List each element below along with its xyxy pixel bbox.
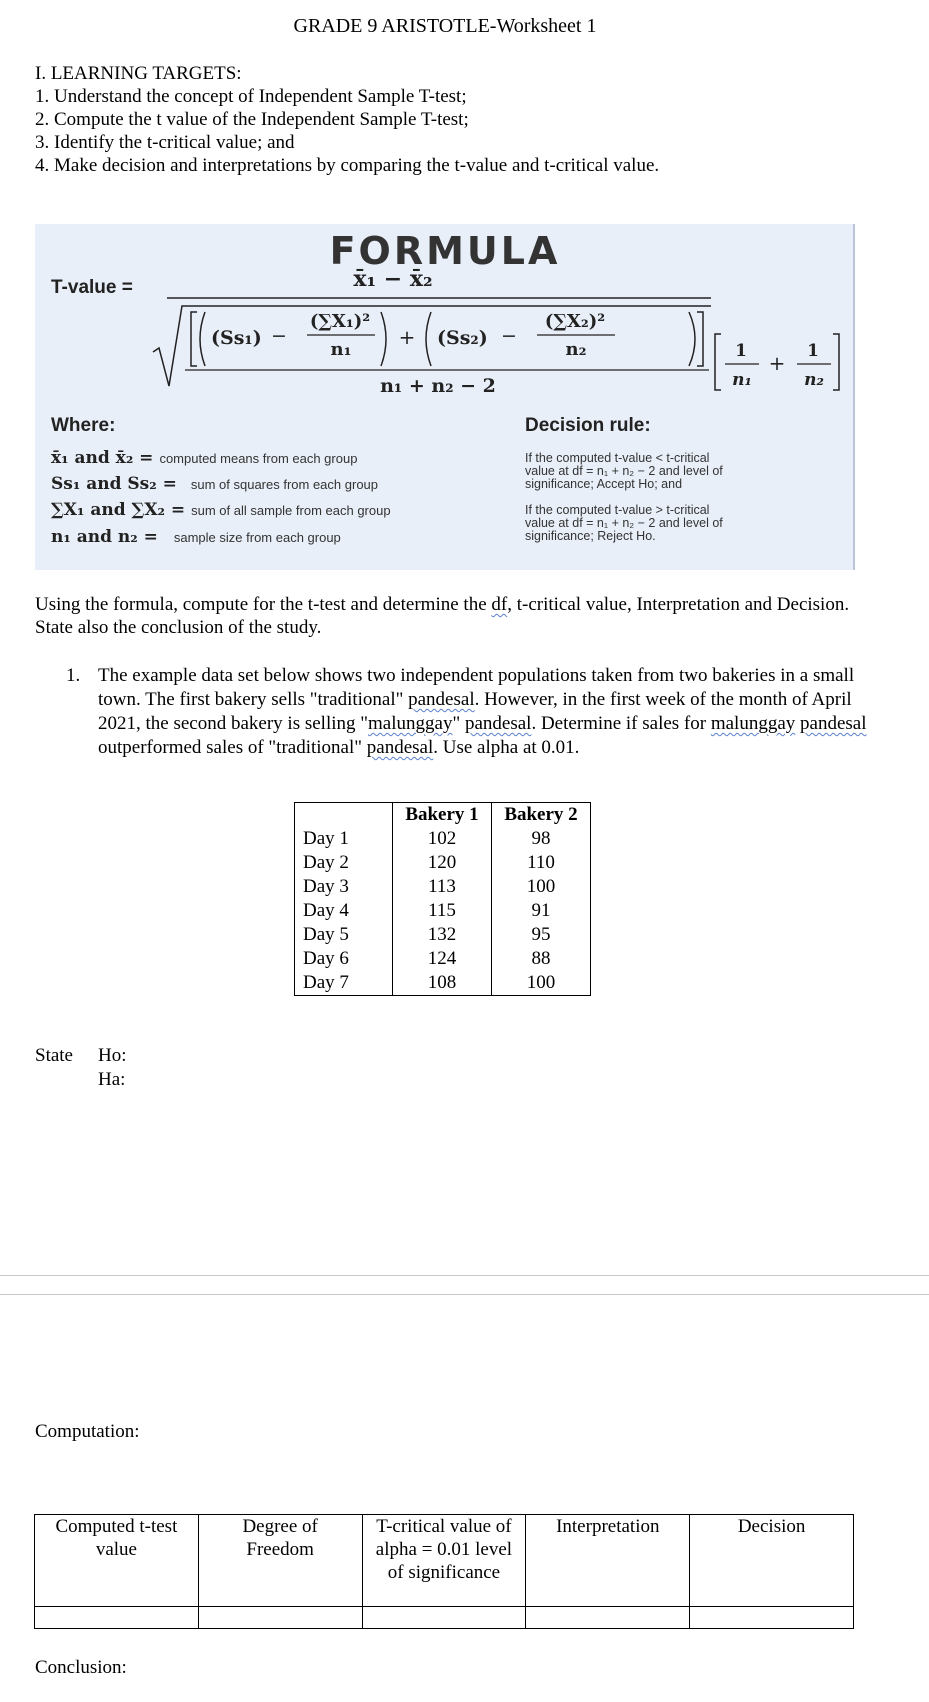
problem-fragment: . Determine if sales for (531, 713, 711, 734)
bakery1-cell: 124 (393, 947, 492, 971)
learning-targets-heading: I. LEARNING TARGETS: (35, 63, 242, 84)
table-row (295, 875, 591, 899)
definition-symbol: ∑X₁ and ∑X₂ = (51, 500, 186, 520)
bakery1-cell: 132 (393, 923, 492, 947)
one-numerator: 1 (807, 341, 819, 361)
day-cell: Day 5 (295, 923, 393, 947)
spellcheck-word: df (491, 594, 508, 615)
minus-sign: − (501, 325, 517, 347)
answer-cell[interactable] (690, 1607, 854, 1629)
problem-fragment: " (452, 713, 465, 734)
paren-right-2 (689, 312, 695, 366)
n2-denominator: n₂ (565, 339, 587, 360)
rule-line: value at df = n₁ + n₂ − 2 and level of (525, 464, 723, 478)
bracket-right-2 (833, 334, 839, 390)
t-value-label: T-value = (51, 277, 133, 298)
n1-italic: n₁ (732, 370, 752, 390)
day-cell: Day 2 (295, 851, 393, 875)
table-row (295, 827, 591, 851)
spellcheck-word: malunggay (368, 713, 453, 734)
bakery2-cell: 98 (492, 827, 591, 851)
bakery2-cell: 91 (492, 899, 591, 923)
paren-left-2 (426, 312, 431, 366)
definition-row (51, 500, 391, 521)
problem-text (98, 664, 878, 760)
target-item: 1. Understand the concept of Independent Sample T-test; (35, 86, 467, 107)
learning-targets (35, 62, 659, 177)
target-item: 4. Make decision and interpretations by comparing the t-value and t-critical value. (35, 155, 660, 176)
rule-line: significance; Reject Ho. (525, 529, 656, 543)
instructions-paragraph (35, 593, 885, 639)
rule-line: value at df = n₁ + n₂ − 2 and level of (525, 516, 723, 530)
bakery1-cell: 115 (393, 899, 492, 923)
paren-right-1 (381, 312, 386, 366)
plus-sign: + (768, 351, 786, 375)
bakery2-cell: 95 (492, 923, 591, 947)
answer-cell[interactable] (526, 1607, 690, 1629)
rule-line: If the computed t-value > t-critical (525, 503, 710, 517)
result-header: Interpretation (526, 1515, 690, 1607)
result-table (34, 1514, 854, 1629)
spellcheck-word: malunggay (710, 713, 796, 734)
bakery2-cell: 110 (492, 851, 591, 875)
one-numerator: 1 (735, 341, 747, 361)
definition-text: sum of squares from each group (190, 477, 379, 492)
rule-line: significance; Accept Ho; and (525, 477, 683, 491)
bracket-left (191, 312, 197, 366)
spellcheck-word: pandesal (408, 689, 475, 710)
result-header: Degree of Freedom (198, 1515, 362, 1607)
spellcheck-word: pandesal (366, 737, 434, 758)
table-row (295, 851, 591, 875)
result-header: Decision (690, 1515, 854, 1607)
day-cell: Day 6 (295, 947, 393, 971)
definition-symbol: Ss₁ and Ss₂ = (51, 474, 177, 494)
page-divider (0, 1275, 929, 1276)
spellcheck-word: pandesal (800, 713, 867, 734)
paren-left-1 (200, 312, 205, 366)
table-row (295, 971, 591, 996)
day-cell: Day 1 (295, 827, 393, 851)
bakery1-cell: 108 (393, 971, 492, 996)
ss2-term: (Ss₂) (437, 327, 488, 349)
problem-number: 1. (66, 665, 81, 686)
intro-text: Using the formula, compute for the t-test and determine the (35, 594, 492, 615)
bracket-right (697, 312, 703, 366)
formula-numerator: x̄₁ − x̄₂ (353, 266, 433, 292)
formula-panel (35, 224, 855, 570)
answer-cell[interactable] (198, 1607, 362, 1629)
bakery2-cell: 100 (492, 875, 591, 899)
ss1-term: (Ss₁) (211, 327, 262, 349)
page-divider (0, 1294, 929, 1295)
decision-rule-label: Decision rule: (525, 415, 651, 436)
table-row (295, 899, 591, 923)
formula-heading: FORMULA (329, 229, 561, 273)
target-item: 3. Identify the t-critical value; and (35, 132, 295, 153)
day-cell: Day 4 (295, 899, 393, 923)
t-value-formula (35, 224, 855, 404)
rule-line: If the computed t-value < t-critical (525, 451, 710, 465)
day-cell: Day 7 (295, 971, 393, 996)
bakery2-cell: 100 (492, 971, 591, 996)
where-label: Where: (51, 415, 116, 436)
table-row (295, 947, 591, 971)
bakery1-cell: 120 (393, 851, 492, 875)
hypotheses (98, 1044, 127, 1092)
computation-label: Computation: (35, 1421, 140, 1442)
problem-fragment: The example data set below shows two independent populations taken from two bakeries in a small town. The first bakery sells "traditional" (98, 665, 855, 710)
bakery2-cell: 88 (492, 947, 591, 971)
plus-sign: + (398, 325, 416, 349)
table-row (295, 923, 591, 947)
bakery1-cell: 102 (393, 827, 492, 851)
table-header-row (295, 803, 591, 828)
result-header-row (35, 1515, 854, 1607)
pooled-denominator: n₁ + n₂ − 2 (380, 375, 496, 397)
result-answer-row (35, 1607, 854, 1629)
problem-fragment: outperformed sales of "traditional" (98, 737, 367, 758)
n2-italic: n₂ (804, 370, 824, 390)
definition-symbol: n₁ and n₂ = (51, 527, 158, 547)
sum-x1-squared: (∑X₁)² (309, 311, 371, 332)
definition-row (51, 474, 378, 495)
bakery-sales-table (294, 802, 591, 996)
answer-cell[interactable] (362, 1607, 526, 1629)
state-label: State (35, 1045, 73, 1066)
answer-cell[interactable] (35, 1607, 199, 1629)
bakery1-cell: 113 (393, 875, 492, 899)
target-item: 2. Compute the t value of the Independent Sample T-test; (35, 109, 469, 130)
definition-row (51, 527, 341, 548)
definition-text: computed means from each group (159, 451, 358, 466)
table-header: Bakery 2 (492, 803, 591, 828)
bracket-left-2 (715, 334, 721, 390)
sum-x2-squared: (∑X₂)² (544, 311, 606, 332)
table-header (295, 803, 393, 828)
definition-symbol: x̄₁ and x̄₂ = (51, 448, 154, 468)
intro-text: , t-critical value, Interpretation and Decision. State also the conclusion of the study. (35, 594, 850, 638)
spellcheck-word: pandesal (464, 713, 532, 734)
result-header: Computed t-test value (35, 1515, 199, 1607)
day-cell: Day 3 (295, 875, 393, 899)
definition-row (51, 448, 357, 469)
conclusion-label: Conclusion: (35, 1657, 127, 1678)
alternative-hypothesis: Ha: (98, 1069, 126, 1090)
n1-denominator: n₁ (330, 339, 352, 360)
null-hypothesis: Ho: (98, 1045, 127, 1066)
decision-rule-accept (525, 452, 825, 491)
minus-sign: − (271, 325, 287, 347)
problem-fragment: . However, in the first week of the month of April 2021, the second bakery is selling " (98, 689, 852, 734)
result-header: T-critical value of alpha = 0.01 level of significance (362, 1515, 526, 1607)
document-title: GRADE 9 ARISTOTLE-Worksheet 1 (293, 15, 597, 37)
table-header: Bakery 1 (393, 803, 492, 828)
definition-text: sum of all sample from each group (191, 503, 391, 518)
definition-text: sample size from each group (173, 530, 341, 545)
problem-fragment: . Use alpha at 0.01. (433, 737, 580, 758)
decision-rule-reject (525, 504, 825, 543)
